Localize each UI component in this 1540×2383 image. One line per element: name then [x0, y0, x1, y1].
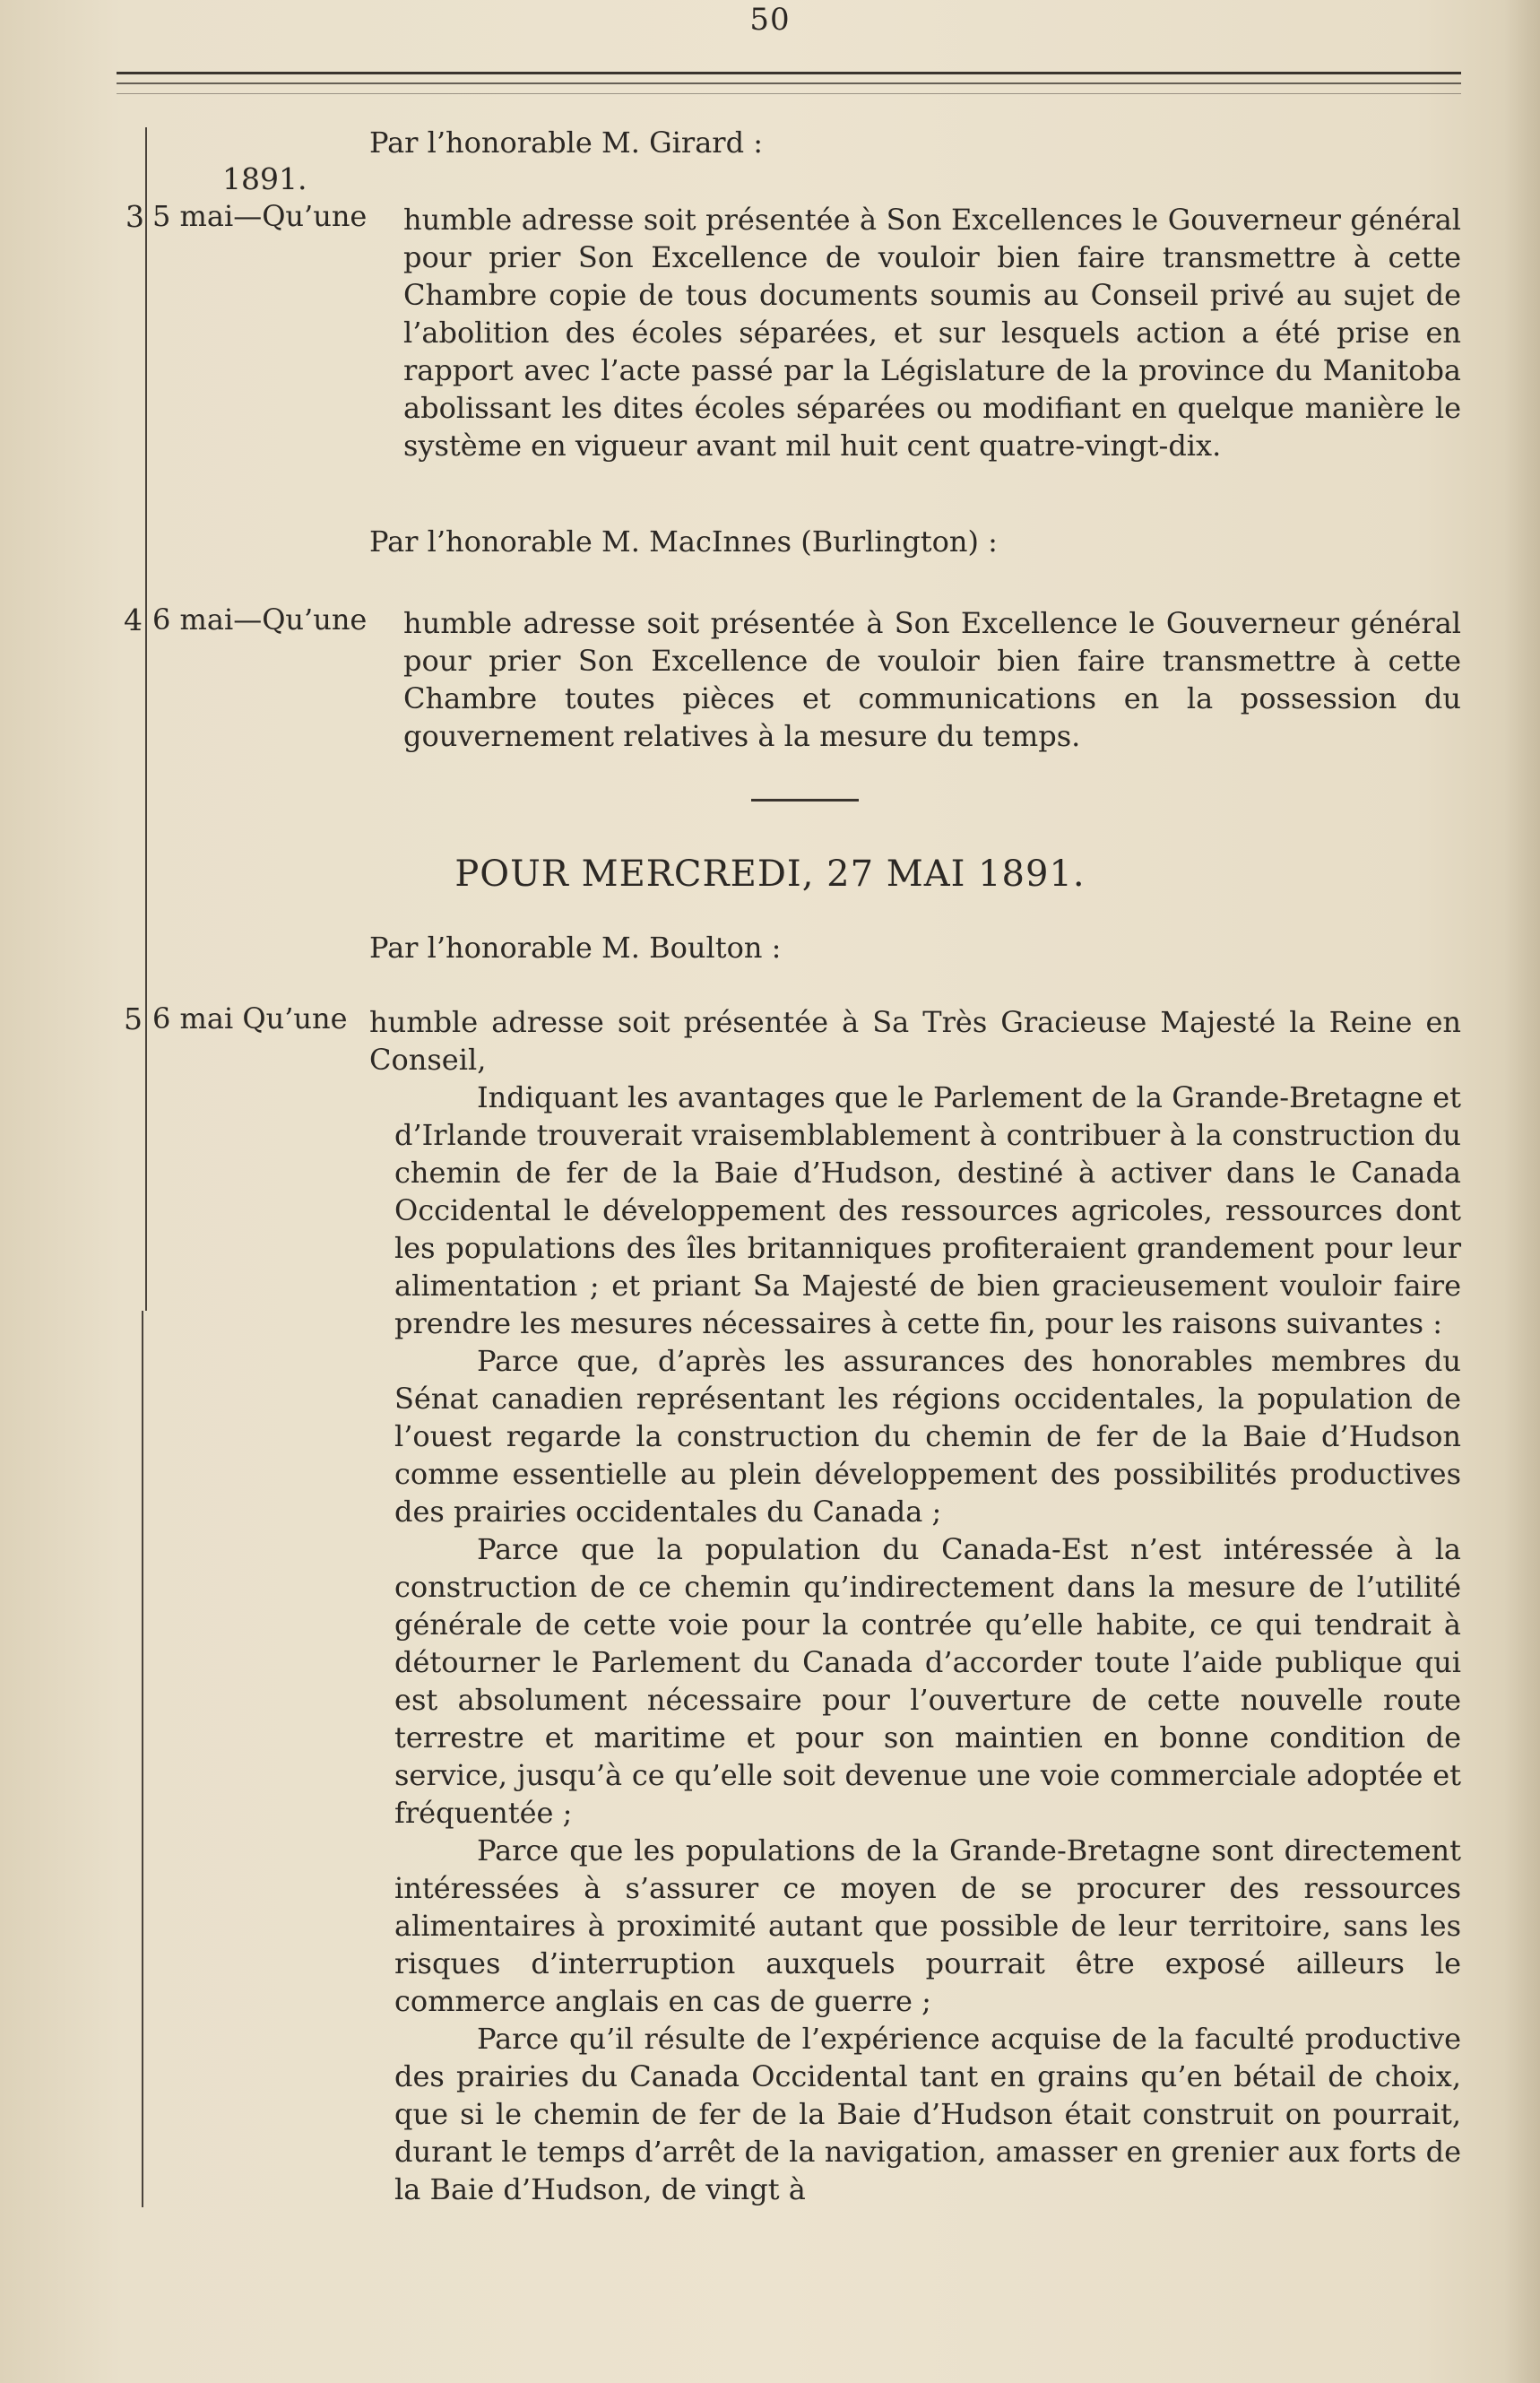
motion-number-5: 5 — [124, 1001, 143, 1036]
paragraph-5: Parce qu’il résulte de l’expérience acquise de la faculté productive des prairies du Canada Occidental tant en grains qu’en bétail de choix, que si le chemin de fer de la Baie d’Hudson était construit on pourrait, durant le temps d’arrêt de la navigation, amasser en grenier aux forts de la Baie d’Hudson, de vingt à — [394, 2022, 1461, 2206]
paragraph-4: Parce que les populations de la Grande-Bretagne sont directement intéressées à s’assurer ce moyen de se procurer des ressources alimentaires à proximité autant que possible de leur territoire, sans les risques d’interruption auxquels pourrait être exposé ailleurs le commerce anglais en cas de guerre ; — [394, 1833, 1461, 2018]
page-number: 50 — [749, 2, 791, 38]
motion-text-3-first — [403, 201, 1461, 464]
motion-text-3: humble adresse soit présentée à Son Excellences le Gouverneur général pour prier Son Excellence de vouloir bien faire transmettre à cette Chambre copie de tous documents soumis au Conseil privé au sujet de l’abolition des écoles séparées, et sur lesquels action a été prise en rapport avec l’acte passé par la Législature de la province du Manitoba abolissant les dites écoles séparées ou modifiant en quelque manière le système en vigueur avant mil huit cent quatre-vingt-dix. — [403, 203, 1461, 463]
motion-text-4 — [403, 604, 1461, 755]
margin-rule-lower — [142, 1311, 143, 2207]
motion-text-5 — [369, 1003, 1461, 1079]
motion-number-3: 3 — [125, 199, 144, 234]
mover-macinnes: Par l’honorable M. MacInnes (Burlington) : — [369, 524, 998, 559]
motion-text-4-body: humble adresse soit présentée à Son Excellence le Gouverneur général pour prier Son Excellence de vouloir bien faire transmettre à cette Chambre toutes pièces et communications en la possession du gouvernement relatives à la mesure du temps. — [403, 606, 1461, 753]
motion-date-4: 6 mai—Qu’une — [152, 602, 368, 637]
mover-boulton: Par l’honorable M. Boulton : — [369, 931, 782, 965]
motion-date-3: 5 mai—Qu’une — [152, 199, 368, 233]
paragraph-1: Indiquant les avantages que le Parlement de la Grande-Bretagne et d’Irlande trouverait vraisemblablement à contribuer à la construction du chemin de fer de la Baie d’Hudson, destiné à activer dans le Canada Occidental le développement des ressources agricoles, ressources dont les populations des îles britanniques profiteraient grandement pour leur alimentation ; et priant Sa Majesté de bien gracieusement vouloir faire prendre les mesures nécessaires à cette fin, pour les raisons suivantes : — [394, 1080, 1461, 1340]
motion-5-paragraphs — [394, 1079, 1461, 2208]
page-edge-shadow — [1504, 0, 1540, 2383]
header-rule-double — [117, 82, 1461, 84]
header-rule-thin — [117, 93, 1461, 94]
paragraph-3: Parce que la population du Canada-Est n’est intéressée à la construction de ce chemin qu’indirectement dans la mesure de l’utilité générale de cette voie pour la contrée qu’elle habite, ce qui tendrait à détourner le Parlement du Canada d’accorder toute l’aide publique qui est absolument nécessaire pour l’ouverture de cette nouvelle route terrestre et maritime et pour son maintien en bonne condition de service, jusqu’à ce qu’elle soit devenue une voie commerciale adoptée et fréquentée ; — [394, 1532, 1461, 1830]
motion-number-4: 4 — [124, 602, 143, 637]
motion-text-5-first: humble adresse soit présentée à Sa Très Gracieuse Majesté la Reine en Conseil, — [369, 1005, 1461, 1077]
margin-rule — [145, 127, 147, 1311]
motion-date-5: 6 mai Qu’une — [152, 1001, 348, 1036]
section-divider — [751, 799, 859, 802]
day-heading: POUR MERCREDI, 27 MAI 1891. — [454, 854, 1086, 895]
paragraph-2: Parce que, d’après les assurances des honorables membres du Sénat canadien représentant les régions occidentales, la population de l’ouest regarde la construction du chemin de fer de la Baie d’Hudson comme essentielle au plein développement des possibilités productives des prairies occidentales du Canada ; — [394, 1344, 1461, 1529]
mover-girard: Par l’honorable M. Girard : — [369, 126, 764, 160]
year-label: 1891. — [222, 161, 307, 196]
header-rule — [117, 72, 1461, 74]
